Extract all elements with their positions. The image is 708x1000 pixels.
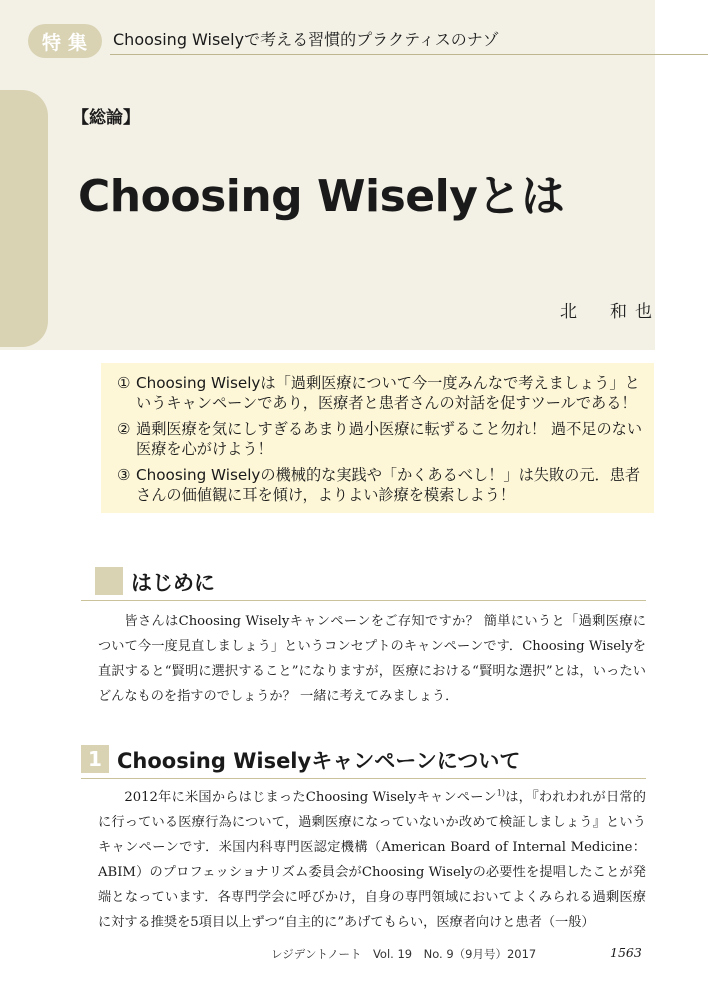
intro-paragraph (98, 609, 646, 709)
header-rule (110, 54, 708, 55)
section-heading-intro (81, 563, 646, 601)
feature-badge (28, 24, 102, 58)
author: 北 和也 (560, 302, 660, 322)
paragraph-text-b: は，『われわれが日常的に行っている医療行為について，過剰医療になっていないか改めて検証しましょう』というキャンペーンです．米国内科専門医認定機構（American Board of Internal Medicine：ABIM）のプロフェッショナリズム委員会がChoosing Wiselyの必要性を提唱したことが発端となっています．各専門学会に呼びかけ，自身の専門領域においてよくみられる過剰医療に対する推奨を5項目以上ずつ“自主的に”あげてもらい，医療者向けと患者（一般） (98, 790, 646, 930)
point-text: Choosing Wiselyの機械的な実践や「かくあるべし！」は失敗の元．患者さんの価値観に耳を傾け，よりよい診療を模索しよう！ (136, 466, 641, 504)
point-text: 過剰医療を気にしすぎるあまり過小医療に転ずること勿れ！ 過不足のない医療を心がけよう！ (136, 420, 643, 458)
point-text: Choosing Wiselyは「過剰医療について今一度みんなで考えましょう」というキャンペーンであり，医療者と患者さんの対話を促すツールである！ (136, 374, 640, 412)
article-title: Choosing Wiselyとは (78, 171, 565, 222)
badge-char-1: 特 (41, 31, 62, 54)
reference-mark[interactable]: 1) (496, 788, 506, 798)
badge-char-2: 集 (68, 31, 89, 54)
key-point (117, 419, 642, 459)
page-number: 1563 (610, 945, 642, 960)
key-point (117, 465, 642, 505)
section-heading-1 (81, 741, 646, 779)
section-title: Choosing Wiselyキャンペーンについて (117, 749, 521, 773)
point-number: ① (117, 374, 131, 392)
journal-footer: レジデントノート Vol. 19 No. 9（9月号）2017 (271, 947, 537, 961)
feature-title: Choosing Wiselyで考える習慣的プラクティスのナゾ (113, 30, 499, 49)
section-number: 1 (81, 745, 109, 773)
paragraph-text: 皆さんはChoosing Wiselyキャンペーンをご存知ですか？ 簡単にいうと「過剰医療について今一度見直しましょう」というコンセプトのキャンペーンです．Choosing Wiselyを直訳すると“賢明に選択すること”になりますが，医療における“賢明な選択”とは，いったいどんなものを指すのでしょうか？ 一緒に考えてみましょう． (98, 614, 646, 704)
point-number: ② (117, 420, 131, 438)
left-tab (0, 90, 48, 347)
section-1-paragraph (98, 785, 646, 935)
key-points-box (101, 363, 654, 513)
key-point (117, 373, 642, 413)
point-number: ③ (117, 466, 131, 484)
section-title: はじめに (131, 571, 215, 595)
section-marker (95, 567, 123, 595)
paragraph-text-a: 2012年に米国からはじまったChoosing Wiselyキャンペーン (124, 790, 497, 805)
article-kind: 【総論】 (72, 108, 140, 128)
paragraph-text (98, 785, 646, 935)
